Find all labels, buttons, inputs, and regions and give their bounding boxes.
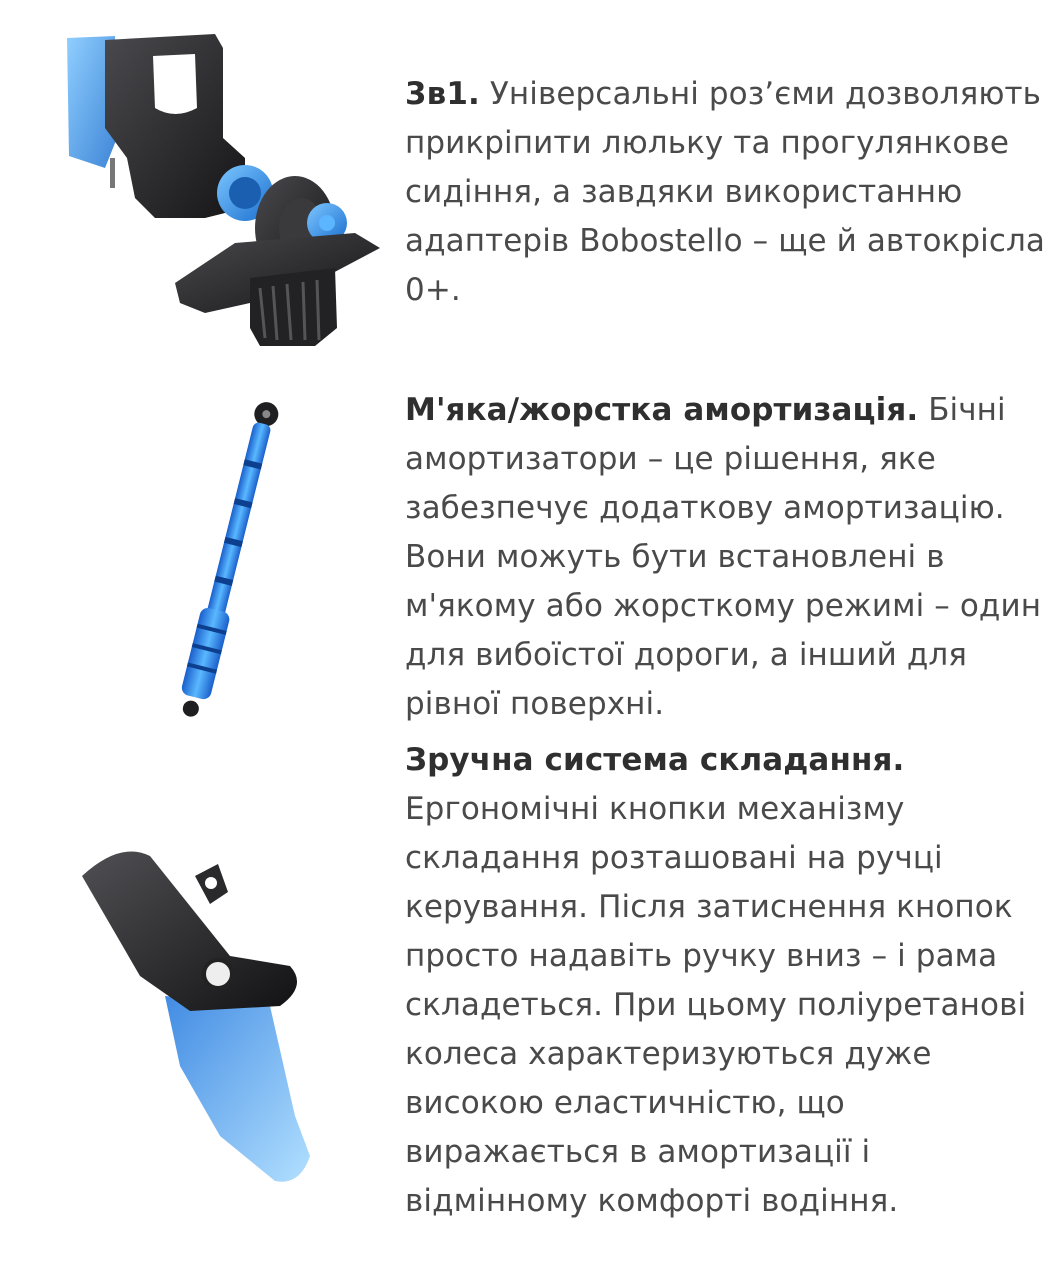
- folding-handle-icon: [70, 836, 330, 1196]
- feature-title: М'яка/жорстка амортизація.: [405, 392, 919, 428]
- feature-body: Бічні амортизатори – це рішення, яке забезпечує додаткову амортизацію. Вони можуть бути встановлені в м'якому або жорсткому режимі – один для вибоїстої дороги, а інший для рівної поверхні.: [405, 392, 1042, 722]
- shock-absorber-icon: [140, 378, 290, 738]
- feature-description: [405, 736, 1045, 1226]
- feature-description: [405, 386, 1045, 729]
- feature-suspension: [0, 360, 1053, 740]
- feature-body: Універсальні роз’єми дозволяють прикріпити люльку та прогулянкове сидіння, а завдяки використанню адаптерів Bobostello – ще й автокрісла 0+.: [405, 76, 1045, 308]
- feature-title: 3в1.: [405, 76, 480, 112]
- adapter-connector-icon: [55, 28, 395, 358]
- feature-description: [405, 70, 1045, 315]
- feature-folding: [0, 736, 1053, 1280]
- feature-body: Ергономічні кнопки механізму складання розташовані на ручці керування. Після затиснення кнопок просто надавіть ручку вниз – і рама складеться. При цьому поліуретанові колеса характеризуються дуже високою еластичністю, що виражається в амортизації і відмінному комфорті водіння.: [405, 791, 1027, 1219]
- feature-3in1: [0, 0, 1053, 360]
- feature-title: Зручна система складання.: [405, 742, 905, 778]
